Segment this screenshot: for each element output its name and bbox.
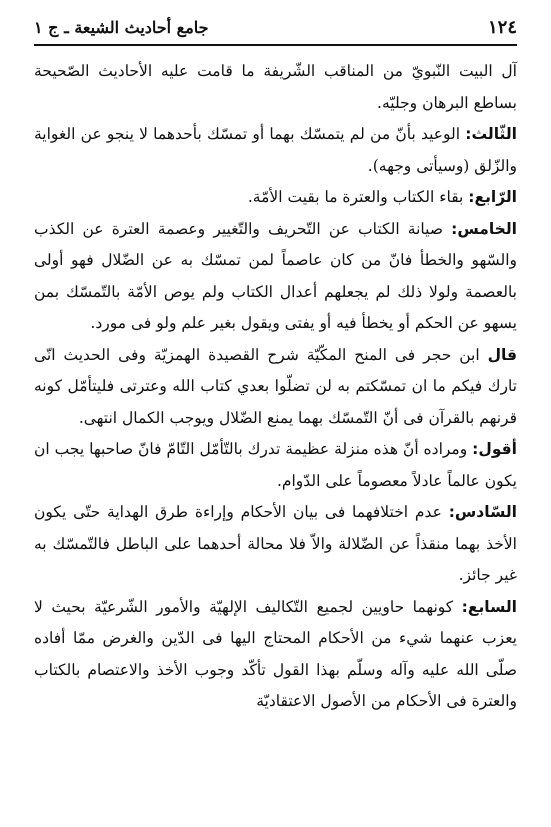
paragraph-sixth [34, 497, 517, 592]
paragraph-keyword: قال [487, 345, 517, 364]
paragraph-keyword: أقول: [472, 440, 517, 458]
paragraph-third [34, 119, 517, 182]
paragraph-keyword: الرّابع: [468, 188, 517, 206]
paragraph-keyword: الثّالث: [465, 125, 517, 143]
paragraph-text: عدم اختلافهما فى بيان الأحكام وإراءة طرق الهداية حتّى يكون الأخذ بهما منقذاً عن الضّلالة والاّ فلا محالة أحدهما على الباطل فالتّمسّك به غير جائز. [34, 503, 517, 584]
paragraph-keyword: السّادس: [448, 503, 517, 521]
paragraph-text: ابن حجر فى المنح المكّيّة شرح القصيدة الهمزيّة وفى الحديث انّى تارك فيكم ما ان تمسّكتم به لن تضلّوا بعدي كتاب الله وعترتى فليتأمّل كونه قرنهم بالقرآن فى أنّ التّمسّك بهما يمنع الضّلال ويوجب الكمال انتهى. [34, 345, 517, 427]
paragraph-fifth [34, 214, 517, 340]
paragraph-ibn-hajar [34, 340, 517, 435]
running-title: جامع أحاديث الشيعة ـ ج ١ [34, 17, 209, 37]
paragraph-text: كونهما حاويين لجميع التّكاليف الإلهيّة والأمور الشّرعيّة بحيث لا يعزب عنهما شيء من الأحكام المحتاج اليها فى الدّين والغرض ممّا أفاده صلّى الله عليه وآله وسلّم بهذا القول تأكّد وجوب الأخذ والاعتصام بالكتاب والعترة فى الأحكام من الأصول الاعتقاديّة [34, 597, 517, 710]
page-number: ١٢٤ [487, 16, 517, 38]
paragraph-aqul [34, 434, 517, 497]
paragraph-text: ومراده أنّ هذه منزلة عظيمة تدرك بالتّأمّل التّامّ فانّ صاحبها يجب ان يكون عالماً عادلاً معصوماً على الدّوام. [34, 440, 517, 490]
paragraph-fourth [34, 182, 517, 214]
paragraph-seventh [34, 592, 517, 718]
paragraph-text: بقاء الكتاب والعترة ما بقيت الأمّة. [247, 188, 469, 206]
page-header [34, 14, 517, 40]
page-body [34, 56, 517, 718]
paragraph-keyword: الخامس: [451, 219, 517, 238]
paragraph-keyword: السابع: [461, 597, 517, 616]
paragraph-intro [34, 56, 517, 119]
paragraph-text: آل البيت النّبويّ من المناقب الشّريفة ما قامت عليه الأحاديث الصّحيحة بساطع البرهان وجليّه. [34, 62, 517, 112]
paragraph-text: الوعيد بأنّ من لم يتمسّك بهما أو تمسّك بأحدهما لا ينجو عن الغواية والزّلق (وسيأتى وجهه). [34, 125, 517, 175]
header-rule [34, 44, 517, 46]
paragraph-text: صيانة الكتاب عن التّحريف والتّغيير وعصمة العترة عن الكذب والسّهو والخطأ فانّ من كان عاصماً لمن تمسّك به عن الضّلال فهو أولى بالعصمة ولولا ذلك لم يجعلهم أعدال الكتاب ولم يوص الأمّة بالتّمسّك بمن يسهو عن الحكم أو يخطأ فيه أو يفتى ويقول بغير علم ولو فى مورد. [34, 219, 517, 332]
